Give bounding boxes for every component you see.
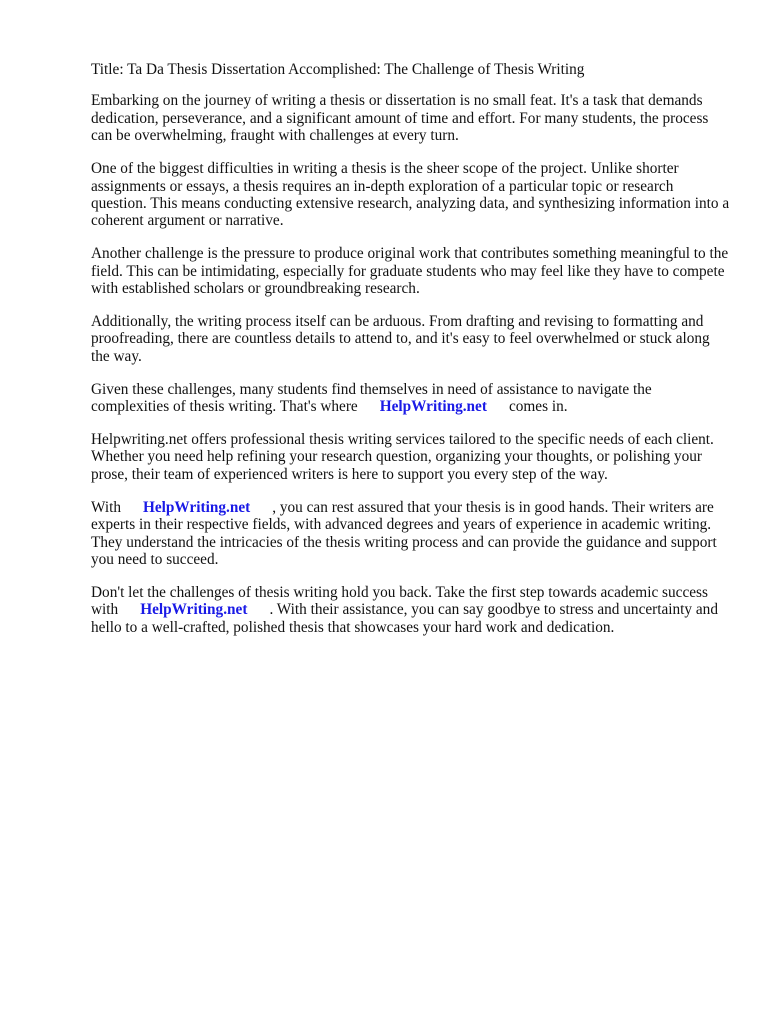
paragraph-scope: One of the biggest difficulties in writing a thesis is the sheer scope of the project. Unlike shorter assignments or essays, a thesis requires an in-depth exploration of a particular topic or research question. This means conducting extensive research, analyzing data, and synthesizing information into a coherent argument or narrative. bbox=[91, 160, 730, 230]
helpwriting-link[interactable]: HelpWriting.net bbox=[379, 398, 487, 416]
paragraph-cta-text-before: Don't let the challenges of thesis writing hold you back. Take the first step towards academic success with bbox=[91, 583, 708, 619]
paragraph-experts-text-before: With bbox=[91, 498, 121, 516]
paragraph-assistance bbox=[91, 381, 731, 416]
paragraph-assistance-text-before: Given these challenges, many students find themselves in need of assistance to navigate the complexities of thesis writing. That's where bbox=[91, 380, 652, 416]
paragraph-experts bbox=[91, 499, 731, 569]
paragraph-intro: Embarking on the journey of writing a thesis or dissertation is no small feat. It's a task that demands dedication, perseverance, and a significant amount of time and effort. For many students, the process can be overwhelming, fraught with challenges at every turn. bbox=[91, 92, 709, 145]
helpwriting-link[interactable]: HelpWriting.net bbox=[142, 498, 251, 516]
document-title: Title: Ta Da Thesis Dissertation Accomplished: The Challenge of Thesis Writing bbox=[91, 61, 585, 78]
paragraph-cta-text-after: . With their assistance, you can say goodbye to stress and uncertainty and hello to a well-crafted, polished thesis that showcases your hard work and dedication. bbox=[91, 601, 718, 636]
paragraph-call-to-action bbox=[91, 584, 731, 636]
helpwriting-link[interactable]: HelpWriting.net bbox=[140, 601, 248, 619]
paragraph-writing-process: Additionally, the writing process itself can be arduous. From drafting and revising to formatting and proofreading, there are countless details to attend to, and it's easy to feel overwhelmed or stuck along the way. bbox=[91, 312, 710, 365]
paragraph-originality: Another challenge is the pressure to produce original work that contributes something meaningful to the field. This can be intimidating, especially for graduate students who may feel like they have to compete with established scholars or groundbreaking research. bbox=[91, 245, 729, 298]
paragraph-assistance-text-after: comes in. bbox=[508, 398, 568, 416]
paragraph-experts-text-after: , you can rest assured that your thesis is in good hands. Their writers are experts in their respective fields, with advanced degrees and years of experience in academic writing. They understand the intricacies of the thesis writing process and can provide the guidance and support you need to succeed. bbox=[91, 498, 717, 568]
document-page bbox=[91, 61, 731, 652]
paragraph-services: Helpwriting.net offers professional thesis writing services tailored to the specific needs of each client. Whether you need help refining your research question, organizing your thoughts, or polishing your prose, their team of experienced writers is here to support you every step of the way. bbox=[91, 431, 714, 483]
